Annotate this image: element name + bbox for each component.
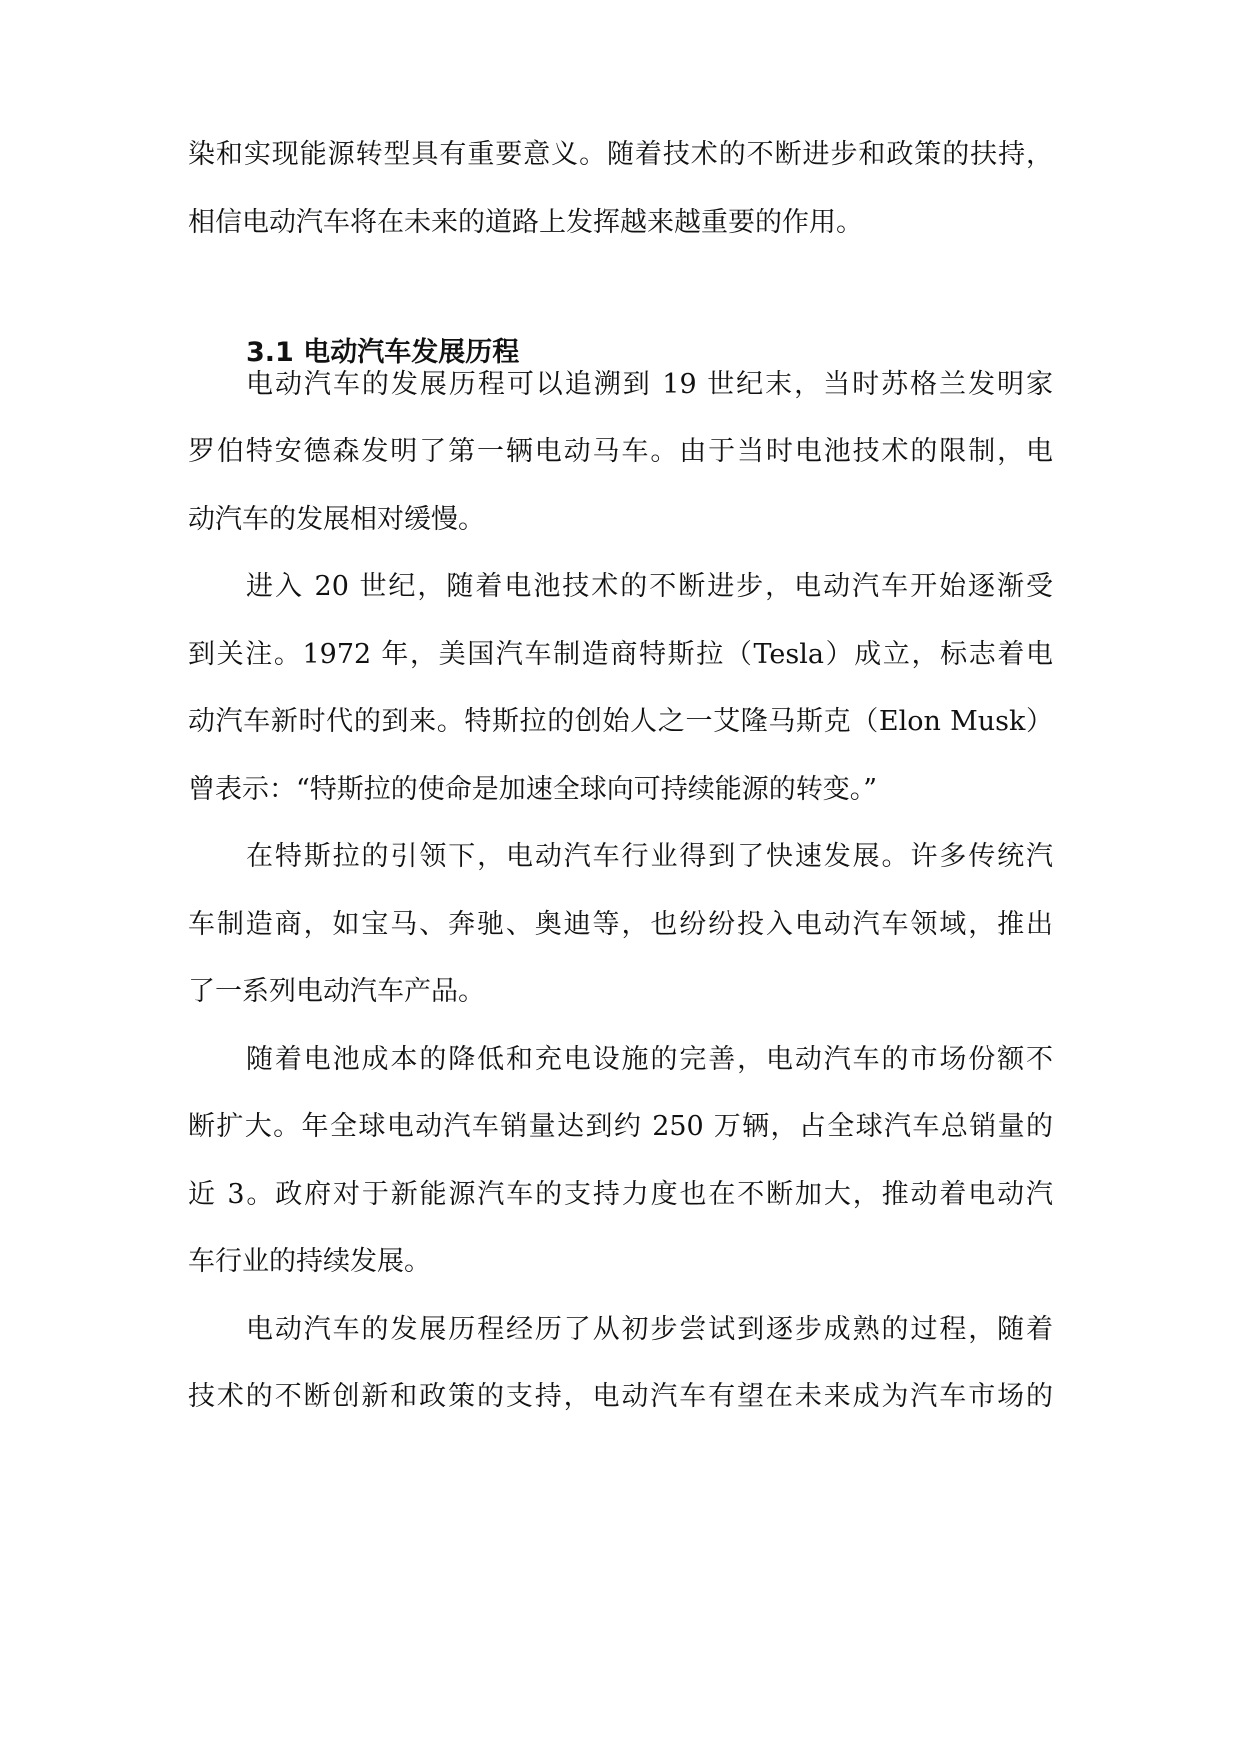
paragraph-line: 电动汽车的发展历程经历了从初步尝试到逐步成熟的过程，随着 <box>246 1314 1053 1345</box>
paragraph-line: 曾表示：“特斯拉的使命是加速全球向可持续能源的转变。” <box>188 774 878 805</box>
section-heading: 3.1 电动汽车发展历程 <box>246 337 520 368</box>
paragraph-line: 进入 20 世纪，随着电池技术的不断进步，电动汽车开始逐渐受 <box>246 571 1053 602</box>
paragraph-line: 到关注。1972 年，美国汽车制造商特斯拉（Tesla）成立，标志着电 <box>188 639 1053 670</box>
paragraph-line: 了一系列电动汽车产品。 <box>188 976 485 1007</box>
paragraph-line: 技术的不断创新和政策的支持，电动汽车有望在未来成为汽车市场的 <box>188 1381 1053 1412</box>
paragraph-line: 罗伯特安德森发明了第一辆电动马车。由于当时电池技术的限制，电 <box>188 436 1053 467</box>
paragraph-line: 车制造商，如宝马、奔驰、奥迪等，也纷纷投入电动汽车领域，推出 <box>188 909 1053 940</box>
paragraph-line: 近 3。政府对于新能源汽车的支持力度也在不断加大，推动着电动汽 <box>188 1179 1053 1210</box>
paragraph-line: 染和实现能源转型具有重要意义。随着技术的不断进步和政策的扶持， <box>188 139 1053 170</box>
paragraph-line: 车行业的持续发展。 <box>188 1246 431 1277</box>
paragraph-line: 动汽车新时代的到来。特斯拉的创始人之一艾隆马斯克（Elon Musk） <box>188 706 1053 737</box>
paragraph-line: 在特斯拉的引领下，电动汽车行业得到了快速发展。许多传统汽 <box>246 841 1053 872</box>
paragraph-line: 动汽车的发展相对缓慢。 <box>188 504 485 535</box>
paragraph-line: 随着电池成本的降低和充电设施的完善，电动汽车的市场份额不 <box>246 1044 1053 1075</box>
paragraph-line: 电动汽车的发展历程可以追溯到 19 世纪末，当时苏格兰发明家 <box>246 369 1053 400</box>
paragraph-line: 相信电动汽车将在未来的道路上发挥越来越重要的作用。 <box>188 207 863 238</box>
paragraph-line: 断扩大。年全球电动汽车销量达到约 250 万辆，占全球汽车总销量的 <box>188 1111 1053 1142</box>
